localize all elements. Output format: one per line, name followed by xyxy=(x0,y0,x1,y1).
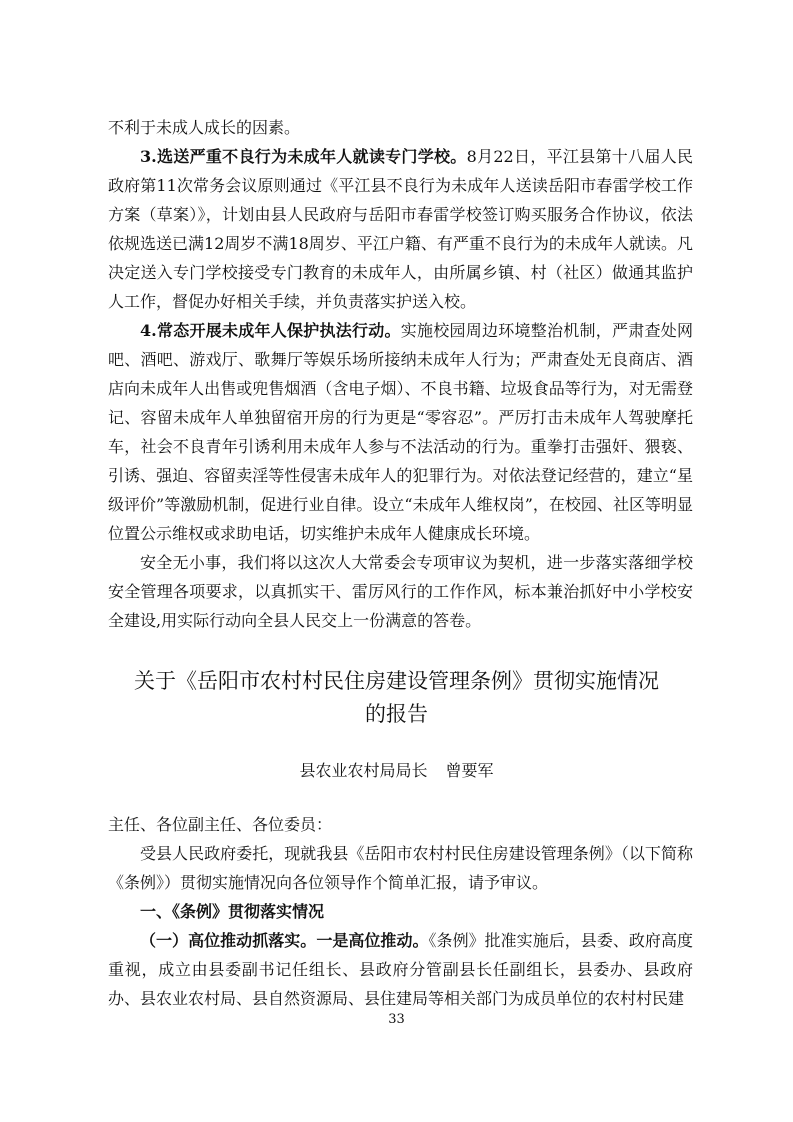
continuation-paragraph: 不利于未成人成长的因素。 xyxy=(108,118,301,137)
heading-1: 一、《条例》贯彻落实情况 xyxy=(140,902,325,921)
byline xyxy=(60,759,733,783)
page-number: 33 xyxy=(388,1012,405,1027)
byline-role: 县农业农村局局长 xyxy=(299,761,428,780)
item-4-body: 实施校园周边环境整治机制，严肃查处网吧、酒吧、游戏厅、歌舞厅等娱乐场所接纳未成年人行为；严肃查处无良商店、酒店向未成年人出售或兜售烟酒（含电子烟）、不良书籍、垃圾食品等行为，对无需登记、容留未成年人单独留宿开房的行为更是“零容忍”。严厉打击未成年人驾驶摩托车，社会不良青年引诱利用未成年人参与不法活动的行为。重拳打击强奸、猥亵、引诱、强迫、容留卖淫等性侵害未成年人的犯罪行为。对依法登记经营的，建立“星级评价”等激励机制，促进行业自律。设立“未成年人维权岗”，在校园、社区等明显位置公示维权或求助电话，切实维护未成年人健康成长环境。 xyxy=(108,321,693,543)
report-body xyxy=(108,810,693,1013)
item-4-heading: 4.常态开展未成年人保护执法行动。 xyxy=(140,321,401,340)
item-3-paragraph xyxy=(108,142,693,316)
section-continued xyxy=(108,113,693,635)
report-title-line-1: 关于《岳阳市农村村民住房建设管理条例》贯彻实施情况 xyxy=(134,669,659,693)
item-3-heading: 3.选送严重不良行为未成年人就读专门学校。 xyxy=(140,147,467,166)
sub-1-body: 《条例》批准实施后，县委、政府高度重视，成立由县委副书记任组长、县政府分管副县长任副组长，县委办、县政府办、县农业农村局、县自然资源局、县住建局等相关部门为成员单位的农村村民建 xyxy=(108,931,693,1008)
item-4-paragraph xyxy=(108,316,693,548)
closing-paragraph: 安全无小事，我们将以这次人大常委会专项审议为契机，进一步落实落细学校安全管理各项要求，以真抓实干、雷厉风行的工作作风，标本兼治抓好中小学校安全建设,用实际行动向全县人民交上一份满意的答卷。 xyxy=(108,553,693,630)
byline-name: 曾要军 xyxy=(445,761,494,780)
report-title-line-2: 的报告 xyxy=(365,702,428,726)
salutation: 主任、各位副主任、各位委员： xyxy=(108,815,333,834)
sub-1-paragraph xyxy=(108,926,693,1013)
item-3-body: 8月22日，平江县第十八届人民政府第11次常务会议原则通过《平江县不良行为未成年人送读岳阳市春雷学校工作方案（草案）》，计划由县人民政府与岳阳市春雷学校签订购买服务合作协议，依法依规选送已满12周岁不满18周岁、平江户籍、有严重不良行为的未成年人就读。凡决定送入专门学校接受专门教育的未成年人，由所属乡镇、村（社区）做通其监护人工作，督促办好相关手续，并负责落实护送入校。 xyxy=(108,147,693,311)
intro-paragraph: 受县人民政府委托，现就我县《岳阳市农村村民住房建设管理条例》（以下简称《条例》）贯彻实施情况向各位领导作个简单汇报，请予审议。 xyxy=(108,844,693,892)
report-title xyxy=(60,665,733,731)
sub-1-heading: （一）高位推动抓落实。一是高位推动。 xyxy=(140,931,429,950)
